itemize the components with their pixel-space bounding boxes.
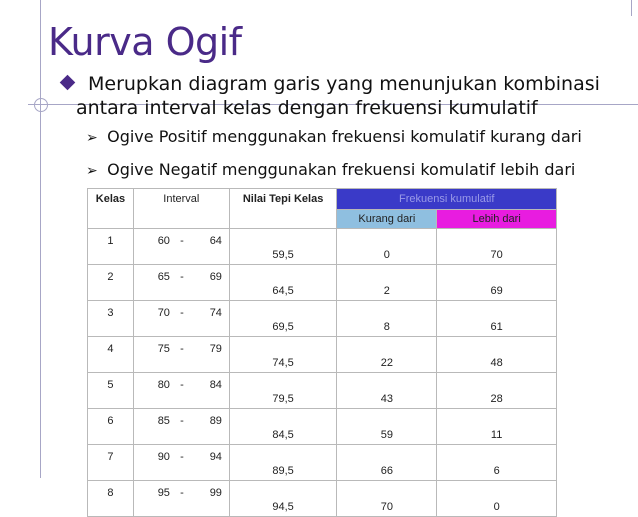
interval-dash: - (180, 379, 184, 391)
cell-lebih: 11 (437, 409, 557, 445)
cell-tepi: 74,5 (229, 337, 337, 373)
interval-low: 95 (157, 487, 170, 499)
cell-tepi: 89,5 (229, 445, 337, 481)
header-kurang: Kurang dari (337, 210, 437, 229)
interval-low: 60 (157, 235, 170, 247)
sub-bullet-positive (86, 127, 582, 146)
cell-interval (133, 265, 229, 301)
sub-bullet-negative (86, 160, 575, 179)
cell-kelas: 3 (88, 301, 134, 337)
cell-lebih: 0 (437, 481, 557, 517)
main-bullet (76, 72, 633, 120)
cell-lebih: 61 (437, 301, 557, 337)
interval-dash: - (180, 235, 184, 247)
header-kelas: Kelas (88, 189, 134, 229)
diamond-bullet-icon (60, 75, 76, 91)
sub-bullet-positive-text: Ogive Positif menggunakan frekuensi komulatif kurang dari (107, 127, 582, 146)
table-row (88, 481, 557, 517)
table-row (88, 301, 557, 337)
interval-low: 65 (157, 271, 170, 283)
cell-interval (133, 301, 229, 337)
table-row (88, 445, 557, 481)
header-tepi: Nilai Tepi Kelas (229, 189, 337, 229)
header-interval: Interval (133, 189, 229, 229)
decorative-corner-line (631, 0, 632, 16)
arrow-bullet-icon: ➢ (86, 163, 98, 179)
interval-low: 75 (157, 343, 170, 355)
interval-low: 70 (157, 307, 170, 319)
interval-low: 90 (157, 451, 170, 463)
cell-kurang: 59 (337, 409, 437, 445)
table-row (88, 265, 557, 301)
frequency-table (87, 188, 557, 517)
main-bullet-line1: Merupkan diagram garis yang menunjukan kombinasi (88, 73, 600, 95)
cell-kelas: 2 (88, 265, 134, 301)
sub-bullet-negative-text: Ogive Negatif menggunakan frekuensi komulatif lebih dari (107, 160, 576, 179)
cell-interval (133, 229, 229, 265)
table-row (88, 337, 557, 373)
cell-kurang: 22 (337, 337, 437, 373)
main-bullet-line2: antara interval kelas dengan frekuensi kumulatif (76, 97, 538, 119)
cell-tepi: 69,5 (229, 301, 337, 337)
interval-low: 80 (157, 379, 170, 391)
cell-kurang: 0 (337, 229, 437, 265)
cell-lebih: 28 (437, 373, 557, 409)
cell-lebih: 70 (437, 229, 557, 265)
cell-kurang: 8 (337, 301, 437, 337)
cell-kelas: 7 (88, 445, 134, 481)
interval-dash: - (180, 307, 184, 319)
interval-high: 99 (209, 487, 222, 499)
table-row (88, 373, 557, 409)
cell-kelas: 6 (88, 409, 134, 445)
cell-kelas: 1 (88, 229, 134, 265)
interval-high: 74 (209, 307, 222, 319)
table-row (88, 229, 557, 265)
cell-interval (133, 337, 229, 373)
cell-lebih: 48 (437, 337, 557, 373)
cell-tepi: 94,5 (229, 481, 337, 517)
cell-interval (133, 373, 229, 409)
cell-kurang: 43 (337, 373, 437, 409)
interval-high: 84 (209, 379, 222, 391)
interval-high: 94 (209, 451, 222, 463)
header-lebih: Lebih dari (437, 210, 557, 229)
interval-high: 64 (209, 235, 222, 247)
cell-kelas: 5 (88, 373, 134, 409)
cell-interval (133, 445, 229, 481)
interval-dash: - (180, 271, 184, 283)
cell-interval (133, 481, 229, 517)
cell-kelas: 8 (88, 481, 134, 517)
interval-dash: - (180, 487, 184, 499)
interval-high: 69 (209, 271, 222, 283)
interval-dash: - (180, 451, 184, 463)
cell-interval (133, 409, 229, 445)
interval-dash: - (180, 415, 184, 427)
cell-kelas: 4 (88, 337, 134, 373)
slide-title: Kurva Ogif (48, 20, 242, 64)
interval-high: 79 (209, 343, 222, 355)
cell-tepi: 79,5 (229, 373, 337, 409)
cell-lebih: 69 (437, 265, 557, 301)
header-frekuensi: Frekuensi kumulatif (337, 189, 557, 210)
cell-kurang: 66 (337, 445, 437, 481)
interval-high: 89 (209, 415, 222, 427)
decorative-circle (34, 98, 48, 112)
table-row (88, 409, 557, 445)
cell-kurang: 2 (337, 265, 437, 301)
arrow-bullet-icon: ➢ (86, 130, 98, 146)
decorative-vertical-line (40, 0, 41, 478)
cell-lebih: 6 (437, 445, 557, 481)
cell-tepi: 64,5 (229, 265, 337, 301)
table-header-row (88, 189, 557, 210)
interval-dash: - (180, 343, 184, 355)
cell-tepi: 59,5 (229, 229, 337, 265)
interval-low: 85 (157, 415, 170, 427)
cell-kurang: 70 (337, 481, 437, 517)
cell-tepi: 84,5 (229, 409, 337, 445)
